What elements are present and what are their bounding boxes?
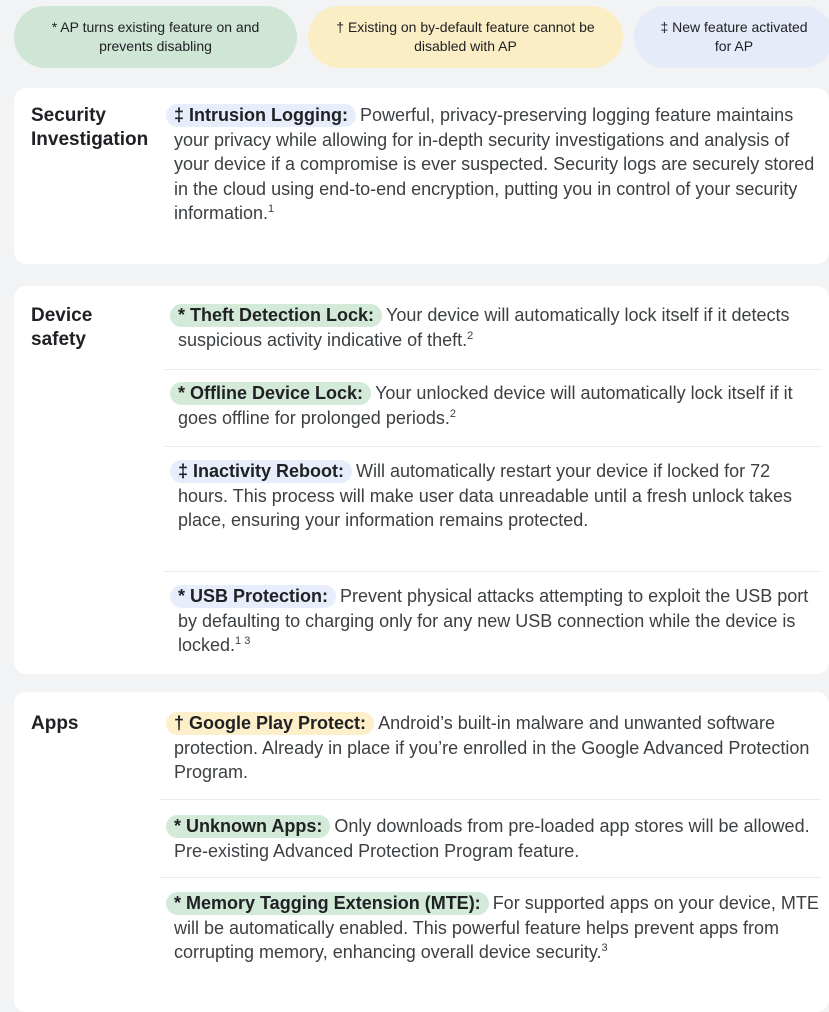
feature-item (164, 571, 821, 658)
feature-item (160, 877, 821, 965)
feature-tag: † Google Play Protect: (166, 712, 374, 735)
feature-text: Android’s built-in malware and unwanted software protection. Already in place if you’re enrolled in the Google Advanced Protection Program. (174, 713, 810, 782)
legend-label: * AP turns existing feature on and prevents disabling (51, 19, 260, 54)
feature-description (174, 814, 821, 863)
feature-text: Only downloads from pre-loaded app stores will be allowed. Pre-existing Advanced Protection Program feature. (174, 816, 810, 861)
feature-description (174, 711, 821, 785)
legend-on-and-locked (14, 6, 297, 68)
feature-description (178, 381, 821, 430)
feature-text: Your unlocked device will automatically lock itself if it goes offline for prolonged periods. (178, 383, 793, 428)
apps-card (14, 692, 829, 1012)
legend-label: ‡ New feature activated for AP (660, 19, 808, 54)
footnote-ref: 2 (449, 407, 456, 420)
footnote-ref: 2 (467, 329, 474, 342)
footnote-ref: 1 3 (235, 635, 251, 647)
feature-tag: ‡ Inactivity Reboot: (170, 460, 352, 483)
feature-tag: * Theft Detection Lock: (170, 304, 382, 327)
security-investigation-card (14, 88, 829, 264)
category-title: Device safety (31, 305, 93, 350)
legend-default-on (308, 6, 623, 68)
feature-description (174, 103, 821, 226)
feature-description (178, 459, 821, 533)
footnote-ref: 3 (601, 942, 608, 954)
feature-description (174, 891, 821, 965)
feature-text: Powerful, privacy-preserving logging feature maintains your privacy while allowing for in-depth security investigations and analysis of your device if a compromise is ever suspected. Security logs are securely stored in the cloud using end-to-end encryption, putting you in control of your security information. (174, 105, 815, 223)
feature-tag: ‡ Intrusion Logging: (166, 104, 356, 127)
footnote-ref: 1 (268, 203, 275, 215)
feature-description (178, 303, 821, 352)
feature-item (160, 799, 821, 863)
feature-text: Prevent physical attacks attempting to exploit the USB port by defaulting to charging only for any new USB connection while the device is locked. (178, 586, 809, 655)
feature-item (174, 103, 821, 226)
feature-description (178, 584, 821, 658)
feature-tag: * Memory Tagging Extension (MTE): (166, 892, 489, 915)
feature-item (178, 303, 821, 352)
category-title: Apps (31, 713, 79, 734)
feature-item (174, 711, 821, 785)
feature-text: Your device will automatically lock itself if it detects suspicious activity indicative of theft. (178, 305, 790, 350)
legend-new-feature (634, 6, 829, 68)
legend-label: † Existing on by-default feature cannot be disabled with AP (336, 19, 595, 54)
feature-text: For supported apps on your device, MTE will be automatically enabled. This powerful feature helps prevent apps from corrupting memory, enhancing overall device security. (174, 893, 819, 962)
feature-tag: * USB Protection: (170, 585, 336, 608)
legend (0, 6, 829, 70)
device-safety-card (14, 286, 829, 674)
feature-tag: * Unknown Apps: (166, 815, 330, 838)
feature-tag: * Offline Device Lock: (170, 382, 371, 405)
category-title: Security Investigation (31, 105, 149, 150)
feature-text: Will automatically restart your device if locked for 72 hours. This process will make user data unreadable until a fresh unlock takes place, ensuring your information remains protected. (178, 461, 792, 530)
feature-item (164, 446, 821, 533)
feature-item (164, 369, 821, 430)
